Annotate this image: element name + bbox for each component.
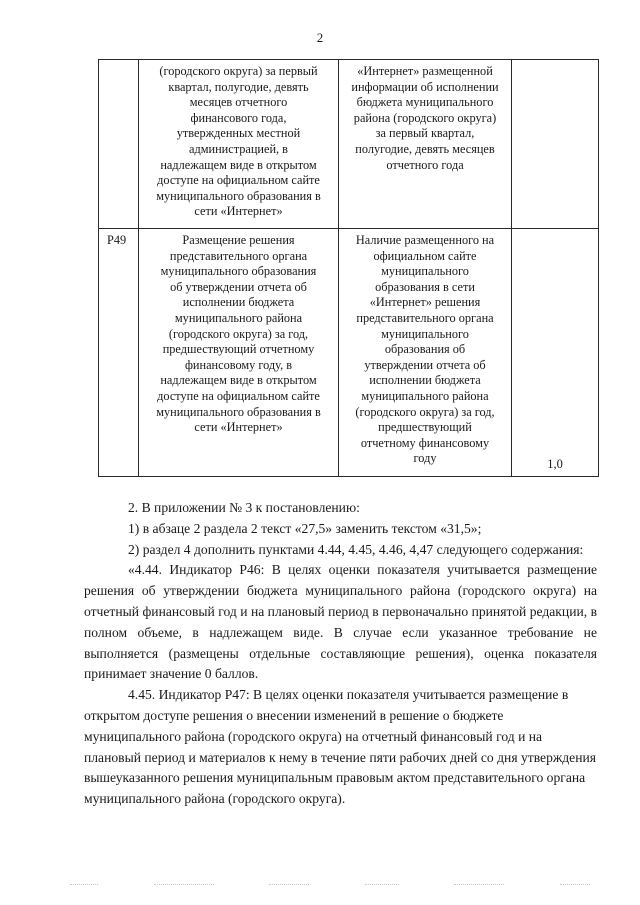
code-cell	[99, 229, 139, 477]
paragraph: «4.44. Индикатор Р46: В целях оценки показателя учитывается размещение решения об утверждении бюджета муниципального района (городского округа) на отчетный финансовый год и на плановый период в первоначально принятой редакции, в полном объеме, в надлежащем виде. В случае если указанное требование не выполняется (размещены отдельные составляющие решения), оценка показателя принимает значение 0 баллов.	[84, 562, 597, 682]
score-cell	[512, 60, 599, 229]
indicator-criterion: «Интернет» размещенной информации об исполнении бюджета муниципального района (городского округа) за первый квартал, полугодие, девять месяцев отчетного года	[351, 64, 499, 172]
criteria-table	[98, 59, 599, 477]
document-body	[84, 498, 597, 810]
criterion-cell	[339, 60, 512, 229]
indicator-code	[99, 60, 138, 64]
scan-artifact-marks	[70, 884, 590, 888]
paragraph: 4.45. Индикатор Р47: В целях оценки показателя учитывается размещение в открытом доступе решения о внесении изменений в решение о бюджете муниципального района (городского округа) на отчетный финансовый год и на плановый период и материалов к нему в течение пяти рабочих дней со дня утверждения вышеуказанного решения муниципальным правовым актом представительного органа муниципального района (городского округа).	[84, 687, 597, 807]
indicator-name: (городского округа) за первый квартал, полугодие, девять месяцев отчетного финансового года, утвержденных местной администрацией, в надлежащем виде в открытом доступе на официальном сайте муниципального образования в сети «Интернет»	[156, 64, 321, 219]
name-cell	[139, 229, 339, 477]
indicator-score: 1,0	[547, 457, 563, 472]
code-cell	[99, 60, 139, 229]
page-number: 2	[316, 30, 324, 45]
indicator-name: Размещение решения представительного органа муниципального образования об утверждении отчета об исполнении бюджета муниципального района (городского округа) за год, предшествующий отчетному финансовому году, в надлежащем виде в открытом доступе на официальном сайте муниципального образования в сети «Интернет»	[156, 233, 321, 435]
score-cell	[512, 229, 599, 477]
paragraph: 2) раздел 4 дополнить пунктами 4.44, 4.45, 4.46, 4,47 следующего содержания:	[128, 541, 584, 557]
table-row	[99, 60, 599, 229]
indicator-criterion: Наличие размещенного на официальном сайте муниципального образования в сети «Интернет» решения представительного органа муниципального образования об утверждении отчета об исполнении бюджета муниципального района (городского округа) за год, предшествующий отчетному финансовому году	[355, 233, 495, 466]
paragraph: 2. В приложении № 3 к постановлению:	[128, 500, 360, 515]
table-row	[99, 229, 599, 477]
name-cell	[139, 60, 339, 229]
criterion-cell	[339, 229, 512, 477]
indicator-code: Р49	[107, 233, 127, 247]
paragraph: 1) в абзаце 2 раздела 2 текст «27,5» заменить текстом «31,5»;	[128, 520, 482, 536]
